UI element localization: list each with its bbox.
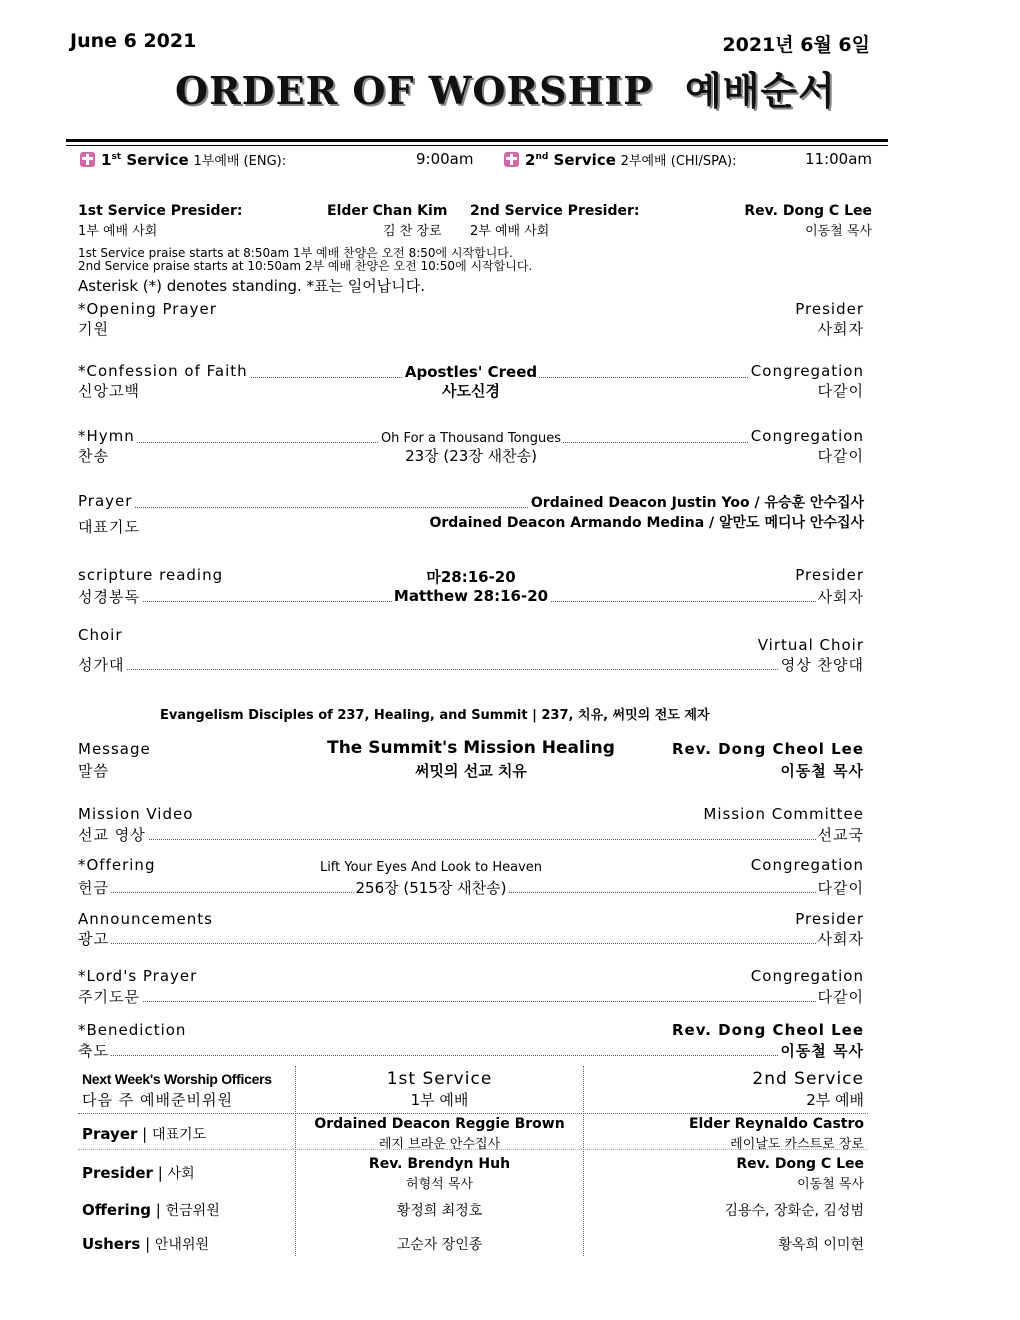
- praise-note-2: 2nd Service praise starts at 10:50am 2부 예배 찬양은 오전 10:50에 시작합니다.: [78, 259, 533, 273]
- item-leader-ko: 사회자: [817, 930, 864, 948]
- title-english: ORDER OF WORSHIP: [175, 68, 653, 113]
- order-item-offering: [78, 856, 864, 878]
- officers-ushers-s2-ko: 황옥희 이미현: [778, 1237, 864, 1253]
- date-english: June 6 2021: [70, 30, 197, 52]
- order-item-confession-ko: [78, 380, 864, 402]
- item-leader: Presider: [795, 566, 864, 584]
- item-label: *Opening Prayer: [78, 300, 217, 318]
- page-title: [175, 60, 836, 115]
- item-label: Prayer: [78, 492, 133, 510]
- order-item-hymn-ko: [78, 445, 864, 467]
- first-service-line: 1st Service 1부예배 (ENG):: [80, 150, 286, 169]
- item-content: 마28:16-20: [426, 568, 516, 586]
- officers-prayer-s1: Ordained Deacon Reggie Brown: [314, 1116, 565, 1132]
- item-content-ko: 23장 (23장 새찬송): [405, 447, 537, 465]
- item-content-ko: 사도신경: [442, 382, 500, 400]
- item-leader: Presider: [795, 300, 864, 318]
- item-label-ko: 주기도문: [78, 988, 140, 1006]
- order-item-choir: [78, 626, 864, 654]
- item-leader-ko: 다같이: [817, 447, 864, 465]
- first-presider-name-ko: 김 찬 장로: [383, 224, 442, 239]
- order-item-lords-prayer-ko: [78, 986, 864, 1008]
- item-label-ko: 찬송: [78, 447, 109, 465]
- item-leader-ko: 사회자: [817, 320, 864, 338]
- item-leader-ko: 다같이: [817, 988, 864, 1006]
- title-korean: 예배순서: [685, 68, 836, 113]
- table-divider: [78, 1113, 868, 1114]
- order-item-scripture-ko: [78, 586, 864, 608]
- item-leader: Congregation: [750, 967, 864, 985]
- item-leader-ko: 이동철 목사: [780, 762, 864, 780]
- officers-presider-s2: Rev. Dong C Lee: [736, 1156, 864, 1172]
- first-service-time: 9:00am: [416, 150, 474, 168]
- order-item-message-ko: [78, 760, 864, 782]
- order-item-benediction-ko: [78, 1040, 864, 1062]
- order-item-prayer-ko: [78, 512, 864, 534]
- item-content-ko: 256장 (515장 새찬송): [355, 879, 507, 897]
- officers-role-ushers: Ushers | 안내위원: [82, 1235, 209, 1253]
- item-leader-ko: Ordained Deacon Armando Medina / 알만도 메디나 안수집사: [427, 512, 864, 532]
- item-leader: Congregation: [750, 427, 864, 445]
- order-item-prayer: [78, 492, 864, 514]
- officers-prayer-s2: Elder Reynaldo Castro: [688, 1116, 864, 1132]
- officers-col2-header: 2nd Service: [752, 1069, 864, 1089]
- first-service-korean: 1부예배 (ENG):: [193, 154, 287, 169]
- order-item-scripture: [78, 566, 864, 588]
- item-content: Apostles' Creed: [404, 363, 538, 381]
- officers-col1-header: 1st Service: [386, 1069, 493, 1089]
- first-presider-name: Elder Chan Kim: [327, 203, 448, 219]
- officers-role-prayer: Prayer | 대표기도: [82, 1125, 207, 1143]
- praise-note-1: 1st Service praise starts at 8:50am 1부 예배 찬양은 오전 8:50에 시작합니다.: [78, 246, 513, 260]
- item-label: Choir: [78, 626, 123, 644]
- item-leader: Ordained Deacon Justin Yoo / 유승훈 안수집사: [529, 492, 864, 512]
- item-label: Mission Video: [78, 805, 194, 823]
- officers-offering-s2-ko: 김용수, 장화순, 김성범: [724, 1203, 864, 1219]
- order-item-mission-video-ko: [78, 824, 864, 846]
- officers-col2-header-ko: 2부 예배: [806, 1091, 864, 1109]
- officers-prayer-s1-ko: 레지 브라운 안수집사: [378, 1137, 501, 1152]
- first-presider-title-ko: 1부 예배 사회: [78, 224, 158, 239]
- order-item-announcements-ko: [78, 928, 864, 950]
- item-leader: Virtual Choir: [757, 636, 864, 654]
- item-label: *Confession of Faith: [78, 362, 248, 380]
- officers-title: Next Week's Worship Officers: [82, 1071, 272, 1087]
- second-presider-name: Rev. Dong C Lee: [744, 203, 872, 219]
- item-label-ko: 광고: [78, 930, 109, 948]
- cross-icon: [504, 152, 519, 167]
- item-label-ko: 축도: [78, 1042, 109, 1060]
- item-content: Lift Your Eyes And Look to Heaven: [319, 860, 543, 875]
- item-label: *Lord's Prayer: [78, 967, 198, 985]
- item-label-ko: 대표기도: [78, 518, 140, 536]
- officers-role-presider: Presider | 사회: [82, 1164, 195, 1182]
- item-leader-ko: 다같이: [817, 879, 864, 897]
- item-label: scripture reading: [78, 566, 224, 584]
- item-label: *Hymn: [78, 427, 135, 445]
- order-item-message: [78, 740, 864, 762]
- item-label-ko: 성경봉독: [78, 588, 140, 606]
- order-item-offering-ko: [78, 877, 864, 899]
- header-rule-thin: [66, 145, 888, 146]
- second-presider-title: 2nd Service Presider:: [470, 203, 640, 219]
- second-service-line: 2nd Service 2부예배 (CHI/SPA):: [504, 150, 737, 169]
- order-item-choir-ko: [78, 654, 864, 676]
- item-label-ko: 성가대: [78, 656, 125, 674]
- item-leader: Congregation: [750, 362, 864, 380]
- item-label-ko: 신앙고백: [78, 382, 140, 400]
- date-korean: 2021년 6월 6일: [722, 34, 870, 56]
- first-presider-title: 1st Service Presider:: [78, 203, 243, 219]
- asterisk-note: Asterisk (*) denotes standing. *표는 일어납니다.: [78, 277, 426, 295]
- item-label: Announcements: [78, 910, 213, 928]
- item-leader: Presider: [795, 910, 864, 928]
- item-content: The Summit's Mission Healing: [327, 738, 615, 758]
- item-leader: Mission Committee: [703, 805, 864, 823]
- header-rule: [66, 139, 888, 142]
- item-leader-ko: 영상 찬양대: [780, 656, 864, 674]
- officers-offering-s1-ko: 황정희 최정호: [396, 1203, 483, 1219]
- order-item-opening-prayer-ko: [78, 318, 864, 340]
- table-divider: [583, 1066, 584, 1256]
- item-label: Message: [78, 740, 151, 758]
- second-presider-name-ko: 이동철 목사: [805, 224, 872, 239]
- officers-presider-s1-ko: 허형석 목사: [406, 1177, 473, 1192]
- item-leader: Congregation: [750, 856, 864, 874]
- item-label-ko: 기원: [78, 320, 109, 338]
- item-leader: Rev. Dong Cheol Lee: [671, 740, 864, 758]
- sermon-theme: Evangelism Disciples of 237, Healing, and Summit | 237, 치유, 써밋의 전도 제자: [160, 708, 710, 723]
- officers-col1-header-ko: 1부 예배: [410, 1091, 469, 1109]
- item-leader-ko: 이동철 목사: [780, 1042, 864, 1060]
- item-label-ko: 헌금: [78, 879, 109, 897]
- item-content-ko: Matthew 28:16-20: [393, 587, 549, 605]
- item-content-ko: 써밋의 선교 치유: [415, 762, 527, 780]
- officers-prayer-s2-ko: 레이날도 카스트로 장로: [730, 1137, 864, 1152]
- officers-title-ko: 다음 주 예배준비위원: [82, 1091, 233, 1109]
- item-label: *Offering: [78, 856, 156, 874]
- officers-presider-s2-ko: 이동철 목사: [797, 1177, 864, 1192]
- officers-presider-s1: Rev. Brendyn Huh: [368, 1156, 511, 1172]
- item-leader: Rev. Dong Cheol Lee: [671, 1021, 864, 1039]
- cross-icon: [80, 152, 95, 167]
- item-leader-ko: 선교국: [817, 826, 864, 844]
- item-leader-ko: 사회자: [817, 588, 864, 606]
- item-leader-ko: 다같이: [817, 382, 864, 400]
- officers-role-offering: Offering | 헌금위원: [82, 1201, 220, 1219]
- second-service-korean: 2부예배 (CHI/SPA):: [620, 154, 737, 169]
- item-label: *Benediction: [78, 1021, 187, 1039]
- second-service-time: 11:00am: [805, 150, 873, 168]
- item-content: Oh For a Thousand Tongues: [380, 431, 562, 446]
- second-presider-title-ko: 2부 예배 사회: [470, 224, 550, 239]
- item-label-ko: 말씀: [78, 762, 109, 780]
- table-divider: [78, 1149, 868, 1150]
- item-label-ko: 선교 영상: [78, 826, 146, 844]
- officers-ushers-s1-ko: 고순자 장인종: [396, 1237, 483, 1253]
